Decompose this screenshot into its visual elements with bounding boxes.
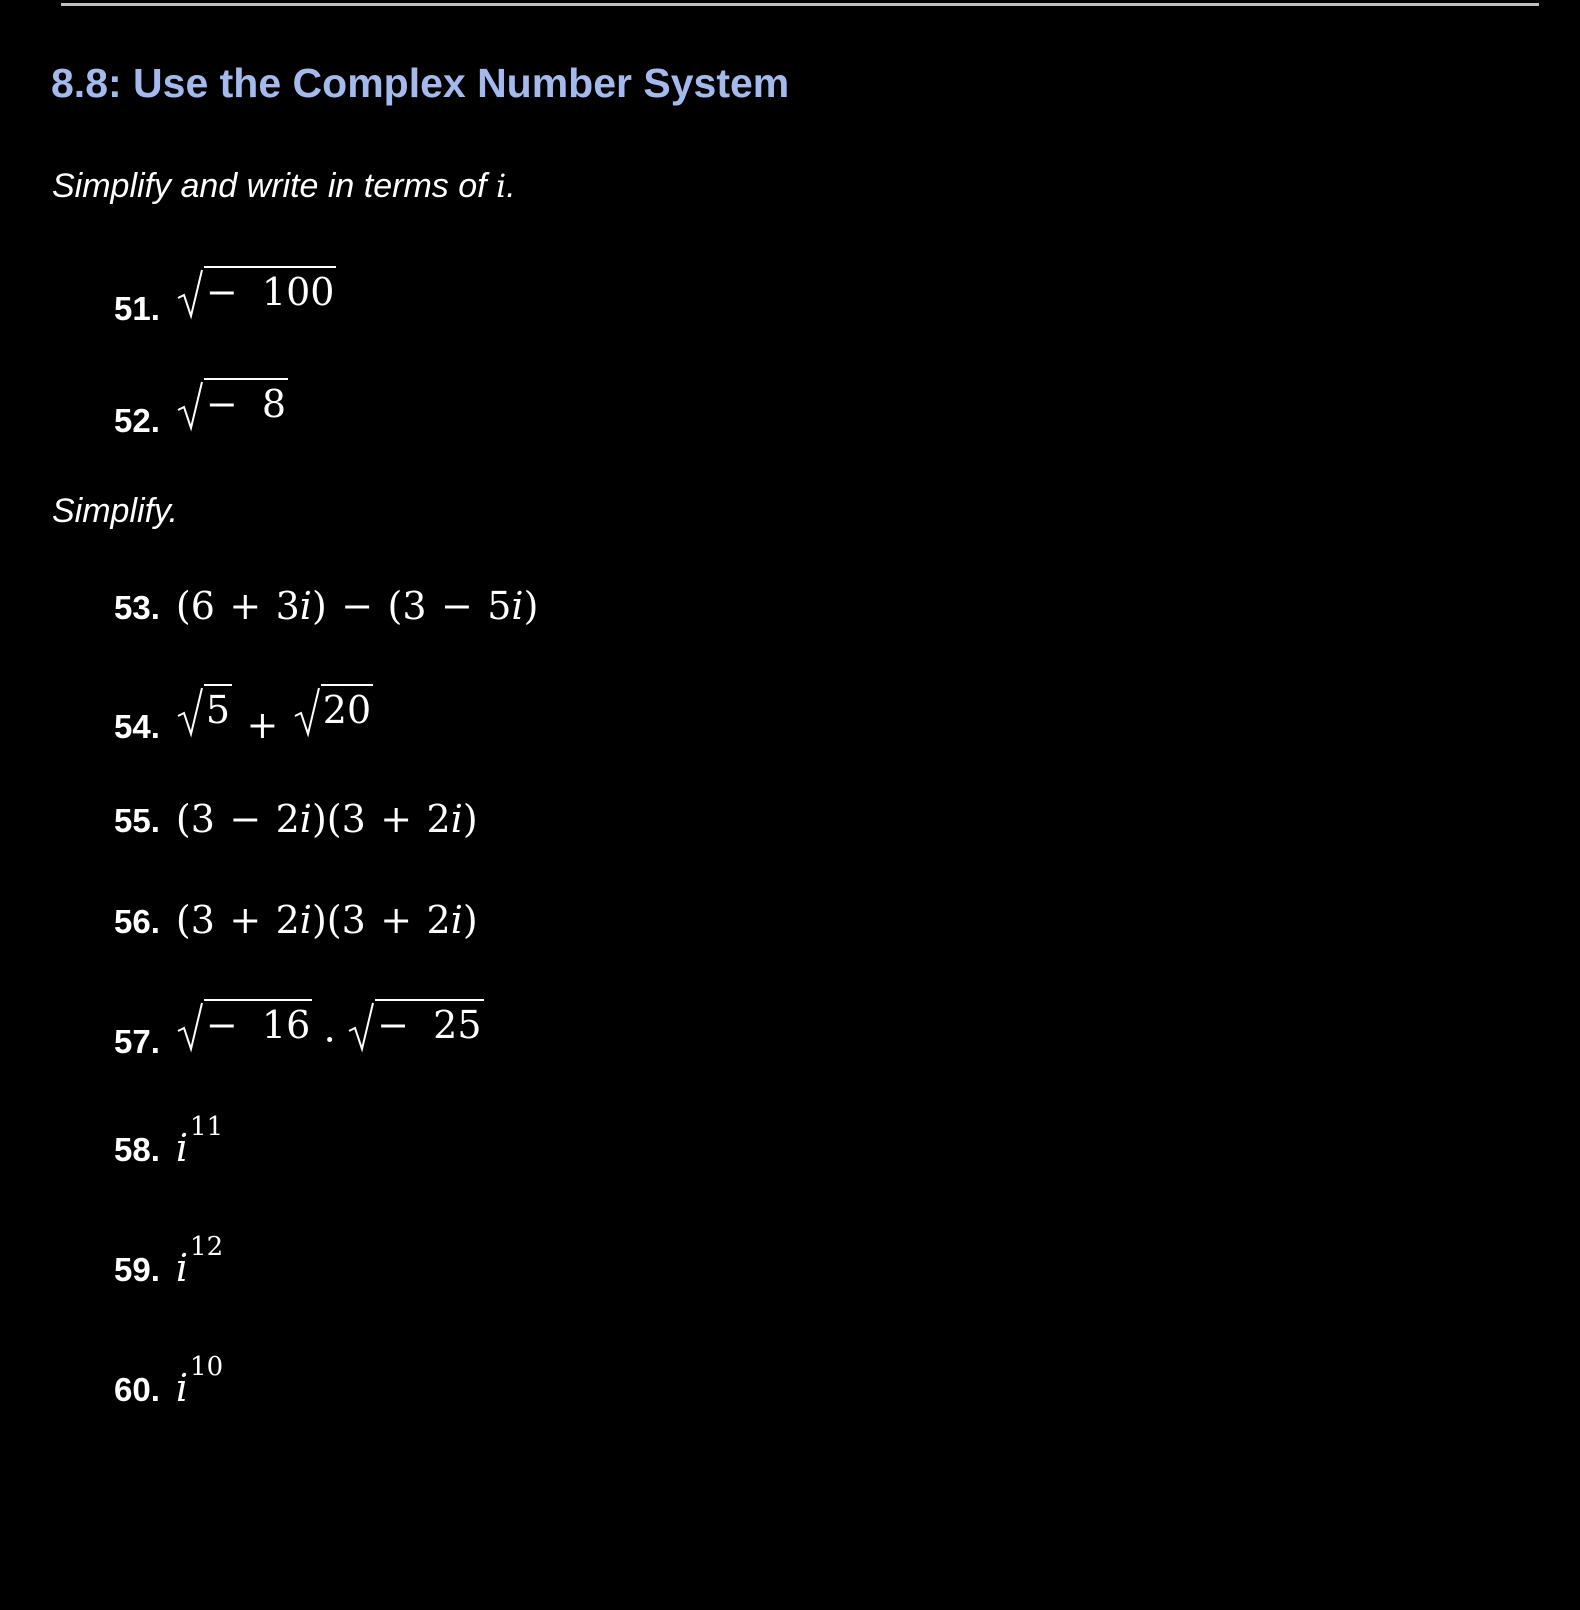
problem-58 [114,1112,224,1186]
expression-term: (3 [175,797,215,841]
negative-sign: − [205,382,238,426]
negative-sign: − [205,270,238,314]
imaginary-unit: i [450,797,463,841]
problem-53 [114,584,538,644]
radical-sign-icon [176,380,204,432]
problem-56 [114,898,478,958]
close-paren: ) [462,797,478,841]
top-divider [61,3,1539,6]
negative-sign: − [205,1003,238,1047]
plus-operator: + [380,898,413,942]
radical-sign-icon [176,686,204,738]
expression-term: (6 [175,584,215,628]
problem-number: 53. [114,589,160,626]
radicand [204,999,312,1047]
problem-51 [114,266,336,326]
problem-number: 57. [114,1022,160,1060]
instruction-period: . [506,167,516,205]
instruction-text: Simplify and write in terms of [52,167,497,205]
radical-sign-icon [293,686,321,738]
imaginary-unit: i [175,1246,189,1290]
multiply-operator: · [323,1017,336,1062]
coefficient: 2 [275,898,300,942]
radicand [375,999,483,1047]
instruction-write-in-terms-of-i [52,169,516,203]
problem-expression [176,797,478,841]
exponent: 12 [190,1232,224,1262]
coefficient: 2 [275,797,300,841]
section-title: 8.8: Use the Complex Number System [51,60,790,106]
expression-term: (3 [175,898,215,942]
problem-54 [114,684,373,747]
negative-sign: − [377,1003,409,1047]
minus-operator: − [440,584,473,628]
problem-number: 60. [114,1371,160,1408]
radicand-value: 25 [433,1003,482,1047]
square-root [176,999,312,1047]
coefficient: 3 [275,584,300,628]
problem-expression [176,378,288,426]
problem-59 [114,1232,224,1306]
coefficient: 5 [487,584,512,628]
exponent: 10 [190,1352,224,1382]
problem-expression [175,1112,224,1170]
problem-expression [176,684,373,747]
plus-operator: + [229,584,262,628]
radicand-value: 16 [261,1003,311,1047]
problem-expression [176,898,478,942]
square-root [347,999,483,1047]
radical-sign-icon [347,1001,375,1053]
problem-57 [114,999,484,1062]
imaginary-unit: i [496,167,507,205]
problem-expression [176,584,539,628]
plus-operator: + [380,797,413,841]
radicand-value: 8 [261,382,287,426]
expression-term: (3 [387,584,427,628]
radical-sign-icon [176,268,204,320]
expression-term: )(3 [311,898,366,942]
problem-number: 54. [114,707,160,745]
imaginary-unit: i [175,1126,189,1170]
instruction-simplify: Simplify. [52,492,178,530]
square-root [176,266,337,314]
imaginary-unit: i [299,898,312,942]
plus-operator: + [246,702,279,747]
problem-number: 52. [114,401,160,439]
problem-number: 51. [114,289,160,327]
imaginary-unit: i [175,1366,189,1410]
imaginary-unit: i [299,584,312,628]
problem-60 [114,1352,224,1426]
close-paren: ) [523,584,539,628]
radicand [204,266,337,314]
square-root [176,378,288,426]
problem-55 [114,797,478,857]
radical-sign-icon [176,1001,204,1053]
problem-expression [175,1352,224,1410]
problem-expression [176,999,484,1062]
plus-operator: + [229,898,262,942]
radicand-value: 100 [261,270,335,314]
close-paren: ) [462,898,478,942]
minus-operator: − [341,584,374,628]
imaginary-unit: i [299,797,312,841]
problem-number: 55. [114,802,160,839]
close-paren: ) [311,584,327,628]
square-root [293,684,373,732]
radicand: 5 [204,684,232,732]
exponent: 11 [190,1112,224,1142]
problem-number: 58. [114,1131,160,1168]
problem-expression [175,1232,224,1290]
expression-term: )(3 [311,797,366,841]
square-root [176,684,232,732]
problem-number: 59. [114,1251,160,1288]
minus-operator: − [229,797,262,841]
problem-number: 56. [114,903,160,940]
problem-52 [114,378,288,438]
radicand: 20 [321,684,373,732]
imaginary-unit: i [450,898,463,942]
imaginary-unit: i [511,584,524,628]
radicand [204,378,288,426]
coefficient: 2 [426,797,451,841]
coefficient: 2 [426,898,451,942]
problem-expression [176,266,337,314]
